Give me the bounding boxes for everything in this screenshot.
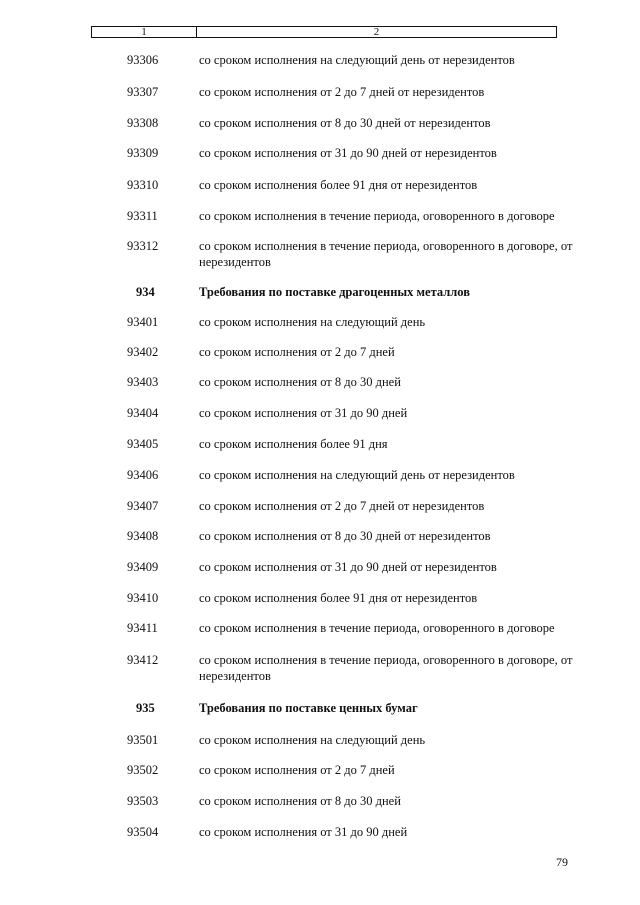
account-code: 93402 — [127, 345, 159, 359]
account-description: со сроком исполнения в течение периода, оговоренного в договоре, от нерезидентов — [199, 653, 573, 683]
account-code: 93403 — [127, 375, 159, 389]
column-header-table — [91, 26, 557, 38]
account-description: со сроком исполнения в течение периода, оговоренного в договоре — [199, 621, 555, 635]
section-title: Требования по поставке драгоценных металлов — [199, 285, 470, 299]
page-number: 79 — [556, 855, 568, 869]
column-header-2: 2 — [373, 26, 380, 38]
account-description: со сроком исполнения от 2 до 7 дней от нерезидентов — [199, 499, 485, 513]
account-code: 93307 — [127, 85, 159, 99]
account-code: 93309 — [127, 146, 159, 160]
account-description: со сроком исполнения от 2 до 7 дней от нерезидентов — [199, 85, 485, 99]
account-description: со сроком исполнения на следующий день — [199, 733, 426, 747]
account-description: со сроком исполнения более 91 дня — [199, 437, 388, 451]
account-description: со сроком исполнения на следующий день — [199, 315, 426, 329]
account-code: 93404 — [127, 406, 159, 420]
account-description: со сроком исполнения более 91 дня от нерезидентов — [199, 178, 478, 192]
account-description: со сроком исполнения от 31 до 90 дней — [199, 406, 408, 420]
account-code: 93406 — [127, 468, 159, 482]
account-description: со сроком исполнения в течение периода, оговоренного в договоре — [199, 209, 555, 223]
account-code: 93408 — [127, 529, 159, 543]
account-description: со сроком исполнения от 31 до 90 дней — [199, 825, 408, 839]
account-code: 93308 — [127, 116, 159, 130]
account-code: 93504 — [127, 825, 159, 839]
account-code: 93502 — [127, 763, 159, 777]
account-code: 93503 — [127, 794, 159, 808]
account-description: со сроком исполнения от 31 до 90 дней от нерезидентов — [199, 146, 497, 160]
account-code: 93312 — [127, 239, 159, 253]
account-description: со сроком исполнения от 31 до 90 дней от нерезидентов — [199, 560, 497, 574]
account-description: со сроком исполнения на следующий день от нерезидентов — [199, 53, 515, 67]
account-code: 93501 — [127, 733, 159, 747]
account-code: 93411 — [127, 621, 158, 635]
account-code: 93401 — [127, 315, 159, 329]
account-code: 93311 — [127, 209, 158, 223]
account-description: со сроком исполнения от 8 до 30 дней — [199, 794, 401, 808]
account-code: 93410 — [127, 591, 159, 605]
account-description: со сроком исполнения от 8 до 30 дней — [199, 375, 401, 389]
column-header-1: 1 — [92, 27, 197, 37]
account-code: 93306 — [127, 53, 159, 67]
account-description: со сроком исполнения в течение периода, оговоренного в договоре, от нерезидентов — [199, 239, 573, 269]
section-code: 934 — [136, 285, 155, 299]
account-code: 93409 — [127, 560, 159, 574]
section-title: Требования по поставке ценных бумаг — [199, 701, 418, 715]
account-code: 93412 — [127, 653, 159, 667]
account-code: 93407 — [127, 499, 159, 513]
account-description: со сроком исполнения от 2 до 7 дней — [199, 345, 395, 359]
account-description: со сроком исполнения от 8 до 30 дней от нерезидентов — [199, 529, 491, 543]
account-description: со сроком исполнения от 8 до 30 дней от нерезидентов — [199, 116, 491, 130]
account-code: 93405 — [127, 437, 159, 451]
section-code: 935 — [136, 701, 155, 715]
account-description: со сроком исполнения от 2 до 7 дней — [199, 763, 395, 777]
account-description: со сроком исполнения на следующий день от нерезидентов — [199, 468, 515, 482]
account-description: со сроком исполнения более 91 дня от нерезидентов — [199, 591, 478, 605]
account-code: 93310 — [127, 178, 159, 192]
